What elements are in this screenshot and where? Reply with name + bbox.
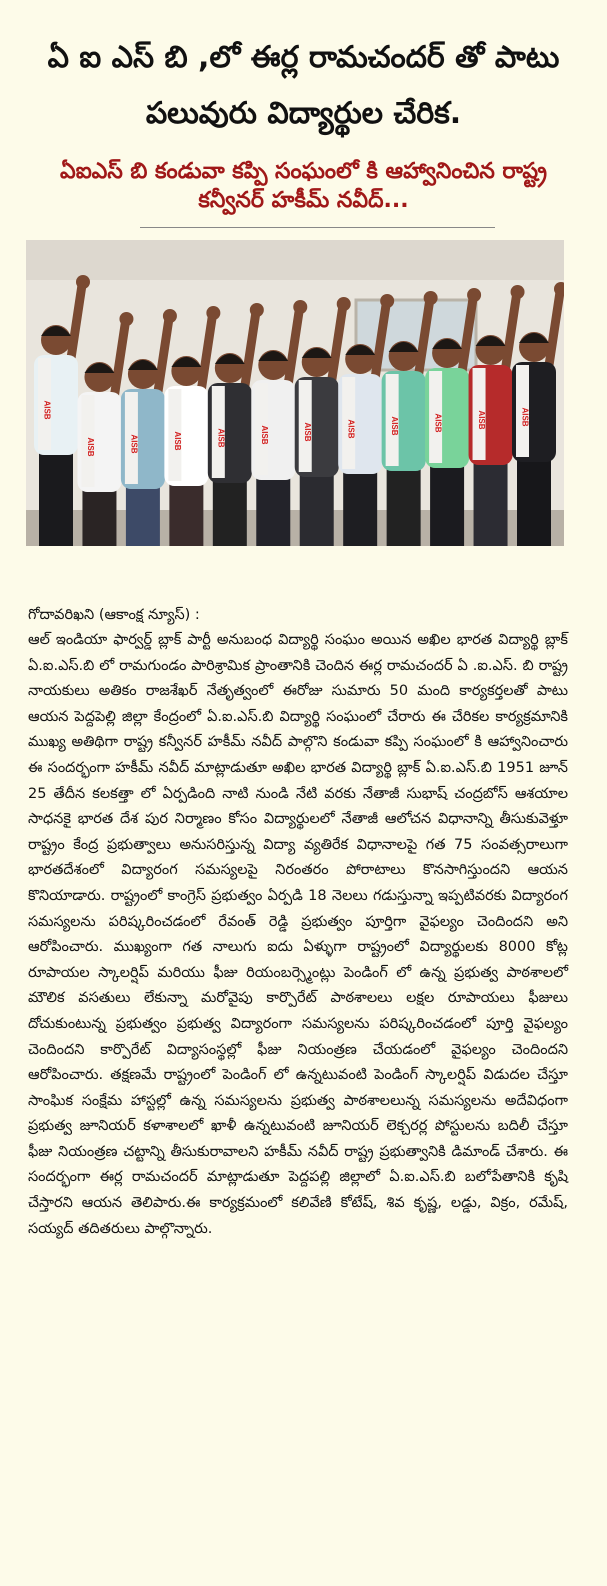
photo-fist <box>76 275 90 289</box>
group-photo <box>26 240 564 546</box>
photo-fist <box>380 294 394 308</box>
photo-person-legs <box>387 466 421 546</box>
photo-fist <box>424 291 438 305</box>
headline-divider <box>140 227 495 228</box>
photo-sash-label: AISB <box>259 425 269 445</box>
article-body: ఆల్ ఇండియా ఫార్వర్డ్ బ్లాక్ పార్టీ అనుబంధ విద్యార్థి సంఘం అయిన అఖిల భారత విద్యార్థి బ్లాక్ ఏ.ఐ.ఎస్.బి లో రామగుండం పారిశ్రామిక ప్రాంతానికి చెందిన ఈర్ల రామచందర్ ఏ .ఐ.ఎస్. బి రాష్ట్ర నాయకులు అతికం రాజశేఖర్ నేతృత్వంలో ఈరోజు సుమారు 50 మంది కార్యకర్తలతో పాటు ఆయన పెద్దపెల్లి జిల్లా కేంద్రంలో ఏ.ఐ.ఎస్.బి విద్యార్థి సంఘంలో చేరారు ఈ చేరికల కార్యక్రమానికి ముఖ్య అతిథిగా రాష్ట్ర కన్వీనర్ హకీమ్ నవీద్ పాల్గొని కండువా కప్పి సంఘంలో కి ఆహ్వానించారు ఈ సందర్భంగా హకీమ్ నవీద్ మాట్లాడుతూ అఖిల భారత విద్యార్థి బ్లాక్ ఏ.ఐ.ఎస్.బి 1951 జూన్ 25 తేదీన కలకత్తా లో ఏర్పడింది నాటి నుండి నేటి వరకు నేతాజీ సుభాష్ చంద్రబోస్ ఆశయాల సాధనకై భారత దేశ పుర నిర్మాణం కోసం విద్యార్థులలో నేతాజీ ఆలోచన విధానాన్ని తీసుకువెళ్తూ రాష్ట్రం కేంద్ర ప్రభుత్వాలు అనుసరిస్తున్న విద్యా వ్యతిరేక విధానాలపై గత 75 సంవత్సరాలుగా భారతదేశంలో విద్యారంగ సమస్యలపై నిరంతరం పోరాటాలు కొనసాగిస్తుందని ఆయన కొనియాడారు. రాష్ట్రంలో కాంగ్రెస్ ప్రభుత్వం ఏర్పడి 18 నెలలు గడుస్తున్నా ఇప్పటివరకు విద్యారంగ సమస్యలను పరిష్కరించడంలో రేవంత్ రెడ్డి ప్రభుత్వం పూర్తిగా వైఫల్యం చెందిందని అని ఆరోపించారు. ముఖ్యంగా గత నాలుగు ఐదు ఏళ్ళుగా రాష్ట్రంలో విద్యార్థులకు 8000 కోట్ల రూపాయల స్కాలర్షిప్ మరియు ఫీజు రియంబర్స్మెంట్లు పెండింగ్ లో ఉన్న ప్రభుత్వ పాఠశాలలో మౌలిక వసతులు లేకున్నా మరోవైపు కార్పొరేట్ పాఠశాలలు లక్షల రూపాయలు ఫీజులు దోచుకుంటున్న ప్రభుత్వం ప్రభుత్వ విద్యారంగా సమస్యలను పరిష్కరించడంలో పూర్తి వైఫల్యం చెందిందని కార్పొరేట్ విద్యాసంస్థల్లో ఫీజు నియంత్రణ చేయడంలో వైఫల్యం చెందిందని ఆరోపించారు. తక్షణమే రాష్ట్రంలో పెండింగ్ లో ఉన్నటువంటి పెండింగ్ స్కాలర్షిప్ విడుదల చేస్తూ సాంఘిక సంక్షేమ హాస్టల్లో ఉన్న సమస్యలను ప్రభుత్వ పాఠశాలలున్న సమస్యలను అదేవిధంగా ప్రభుత్వ జూనియర్ కళాశాలలో ఖాళీ ఉన్నటువంటి జూనియర్ లెక్చరర్ల పోస్టులను బదిలీ చేస్తూ ఫీజు నియంత్రణ చట్టాన్ని తీసుకురావాలని హకీమ్ నవీద్ రాష్ట్ర ప్రభుత్వానికి డిమాండ్ చేశారు. ఈ సందర్భంగా ఈర్ల రామచందర్ మాట్లాడుతూ పెద్దపల్లి జిల్లాలో ఏ.ఐ.ఎస్.బి బలోపేతానికి కృషి చేస్తారని ఆయన తెలిపారు.ఈ కార్యక్రమంలో కలివేణి కోటేష్, శివ కృష్ణ, లడ్డు, విక్రం, రమేష్, సయ్యద్ తదితరులు పాల్గొన్నారు. <box>28 632 568 1237</box>
photo-sash-label: AISB <box>477 410 487 430</box>
photo-person-legs <box>169 481 203 546</box>
photo-person-legs <box>300 472 334 546</box>
photo-fist <box>467 288 481 302</box>
photo-sash-label: AISB <box>520 407 530 427</box>
article-headline: ఏ ఐ ఎస్ బి ,లో ఈర్ల రామచందర్ తో పాటు పలువురు విద్యార్థుల చేరిక. <box>47 40 560 131</box>
photo-sash-label: AISB <box>216 428 226 448</box>
photo-sash-label: AISB <box>172 431 182 451</box>
photo-fist <box>250 303 264 317</box>
photo-person-legs <box>39 450 73 546</box>
photo-sash-label: AISB <box>390 416 400 436</box>
photo-sash-label: AISB <box>346 419 356 439</box>
photo-fist <box>206 306 220 320</box>
photo-sash-label: AISB <box>433 413 443 433</box>
photo-fist <box>293 300 307 314</box>
photo-sash-label: AISB <box>85 437 95 457</box>
photo-person-legs <box>474 460 508 546</box>
photo-fist <box>163 309 177 323</box>
photo-person-legs <box>256 475 290 546</box>
photo-person-legs <box>430 463 464 546</box>
photo-sash-label: AISB <box>129 434 139 454</box>
photo-person-legs <box>343 469 377 546</box>
photo-fist <box>119 312 133 326</box>
photo-person-legs <box>82 487 116 546</box>
photo-sash-label: AISB <box>303 422 313 442</box>
photo-fist <box>337 297 351 311</box>
photo-fist <box>511 285 525 299</box>
photo-sash-label: AISB <box>42 400 52 420</box>
photo-ceiling <box>26 240 564 280</box>
photo-person-legs <box>126 484 160 546</box>
group-photo-illustration <box>26 240 564 546</box>
photo-person-legs <box>213 478 247 546</box>
photo-person-legs <box>517 457 551 546</box>
article-dateline: గోదావరిఖని (ఆకాంక్ష న్యూస్) : <box>28 607 200 623</box>
article-subheadline: ఏఐఎస్ బి కండువా కప్పి సంఘంలో కి ఆహ్వానించిన రాష్ట్ర కన్వీనర్ హకీమ్ నవీద్... <box>60 159 547 213</box>
